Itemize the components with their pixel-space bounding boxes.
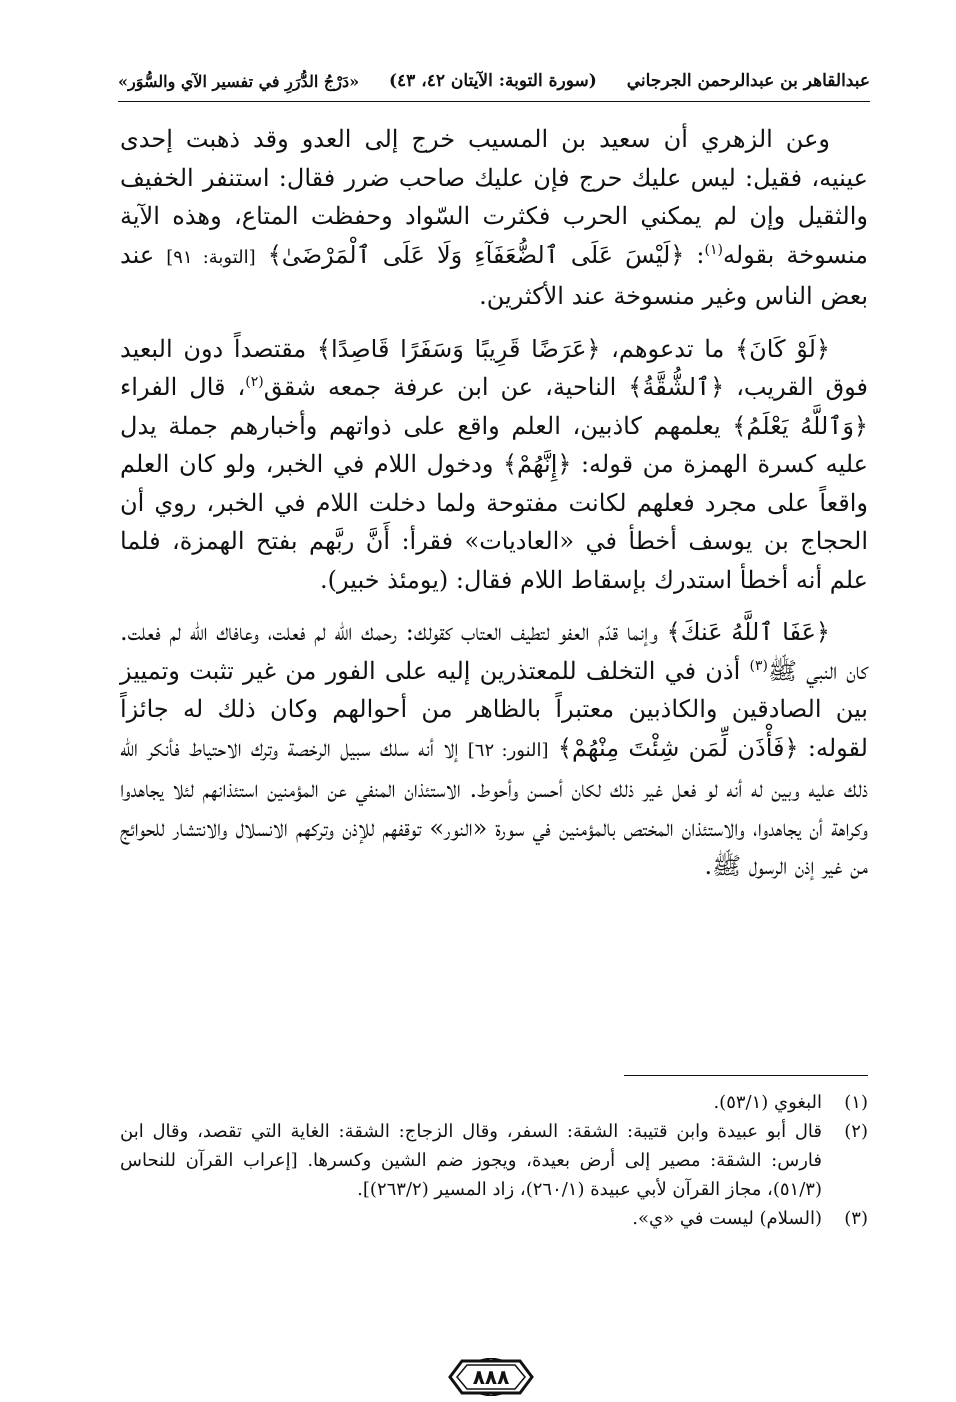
p3-text-c: إلا أنه سلك سبيل الرخصة وترك الاحتياط فأنكر الله ذلك عليه وبين له أنه لو فعل غير ذلك لكان أحسن وأحوط. الاستئذان المنفي عن المؤمنين استئذانهم لئلا يجاهدوا وكراهة أن يجاهدوا، والاستئذان المختص بالمؤمنين في سورة «النور» توقفهم للإذن وتركهم الانسلال والانتشار للحوائج من غير إذن الرسول ﷺ. <box>120 733 869 880</box>
footnote-marker-2: (٢) <box>245 374 264 390</box>
quran-quote: ﴿لَوْ كَانَ﴾ <box>735 334 830 363</box>
paragraph-1 <box>120 120 868 316</box>
page-number-text: ٨٨٨ <box>472 1365 510 1389</box>
paragraph-3 <box>120 613 868 886</box>
header-surah-reference: (سورة التوبة: الآيتان ٤٢، ٤٣) <box>389 71 597 91</box>
page-number <box>448 1358 534 1396</box>
verse-reference: [النور: ٦٢] <box>467 739 549 761</box>
footnote-marker-1: (١) <box>704 241 723 258</box>
footnote-number: (٢) <box>844 1121 868 1142</box>
quran-quote: ﴿عَرَضًا قَرِيبًا وَسَفَرًا قَاصِدًا﴾ <box>316 334 601 363</box>
footnote-text: قال أبو عبيدة وابن قتيبة: الشقة: السفر، وقال الزجاج: الشقة: الغاية التي تقصد، وقال ابن فارس: الشقة: مصير إلى أرض بعيدة، ويجوز ضم الشين وكسرها. [إعراب القرآن للنحاس (٥١/٣)، مجاز القرآن لأبي عبيدة (٢٦٠/١)، زاد المسير (٢٦٣/٢)]. <box>120 1121 822 1200</box>
quran-quote: ﴿عَفَا ٱللَّهُ عَنكَ﴾ <box>666 618 830 646</box>
footnote-marker-3: (٣) <box>749 657 768 674</box>
paragraph-2 <box>120 330 868 600</box>
footnote <box>120 1117 868 1204</box>
footnote-text: البغوي (٥٣/١). <box>713 1092 822 1113</box>
quran-quote: ﴿إِنَّهُمْ﴾ <box>502 450 572 478</box>
p3-text-a: وإنما قدّم العفو لتطيف العتاب كقولك: رحمك الله لم فعلت، وعافاك الله لم فعلت. كان النبي ﷺ <box>120 618 868 685</box>
p1-text-b: : <box>684 240 705 269</box>
quran-quote: ﴿فَأْذَن لِّمَن شِئْتَ مِنْهُمْ﴾ <box>557 733 799 762</box>
footnote-text: (السلام) ليست في «ي». <box>632 1208 822 1229</box>
main-text <box>120 120 868 900</box>
p2-text-e: يعلمهم كاذبين، العلم واقع على ذواتهم وأخبارهم جملة يدل عليه كسرة الهمزة من قوله: <box>120 411 868 478</box>
p2-text-a: ما تدعوهم، <box>600 334 736 363</box>
p2-text-d: ، قال الفراء <box>120 373 246 401</box>
p3-text-b: أذن في التخلف للمعتذرين إليه على الفور من غير تثبت وتمييز بين الصادقين والكاذبين معتبراً بالظاهر من أحوالهم وكان ذلك له جائزاً لقوله: <box>120 656 868 762</box>
header-author: عبدالقاهر بن عبدالرحمن الجرجاني <box>626 71 870 91</box>
header-divider <box>118 101 870 102</box>
p1-text-c: عند بعض الناس وغير منسوخة عند الأكثرين. <box>120 240 868 310</box>
p2-text-b: مقتصداً دون البعيد فوق القريب، <box>120 334 869 401</box>
quran-quote: ﴿لَيْسَ عَلَى ٱلضُّعَفَآءِ وَلَا عَلَى ٱلْمَرْضَىٰ﴾ <box>267 240 685 269</box>
footnote <box>120 1204 868 1233</box>
header-book-title: «دَرْجُ الدُّرَرِ في تفسير الآي والسُّوَر» <box>118 71 360 91</box>
footnote-number: (١) <box>844 1092 868 1113</box>
p2-text-c: الناحية، عن ابن عرفة جمعه شقق <box>263 373 629 401</box>
quran-quote: ﴿وَٱللَّهُ يَعْلَمُ﴾ <box>732 411 868 440</box>
footnote-number: (٣) <box>844 1208 868 1229</box>
verse-reference: [التوبة: ٩١] <box>166 246 256 268</box>
p2-text-f: ودخول اللام في الخبر، ولو كان العلم واقعاً على مجرد فعلهم لكانت مفتوحة ولما دخلت اللام في الخبر، روي أن الحجاج بن يوسف أخطأ في «العاديات» فقرأ: أَنَّ ربَّهم بفتح الهمزة، فلما علم أنه أخطأ استدرك بإسقاط اللام فقال: (يومئذ خبير). <box>120 450 868 594</box>
running-header <box>118 64 870 98</box>
p1-text-a: وعن الزهري أن سعيد بن المسيب خرج إلى العدو وقد ذهبت إحدى عينيه، فقيل: ليس عليك حرج فإن عليك صاحب ضرر فقال: استنفر الخفيف والثقيل وإن لم يمكني الحرب فكثرت السّواد وحفظت المتاع، وهذه الآية منسوخة بقوله <box>120 125 868 269</box>
quran-quote: ﴿ٱلشُّقَّةُ﴾ <box>628 373 725 401</box>
footnote-divider <box>624 1075 868 1076</box>
footnote <box>120 1088 868 1117</box>
footnotes <box>120 1088 868 1233</box>
